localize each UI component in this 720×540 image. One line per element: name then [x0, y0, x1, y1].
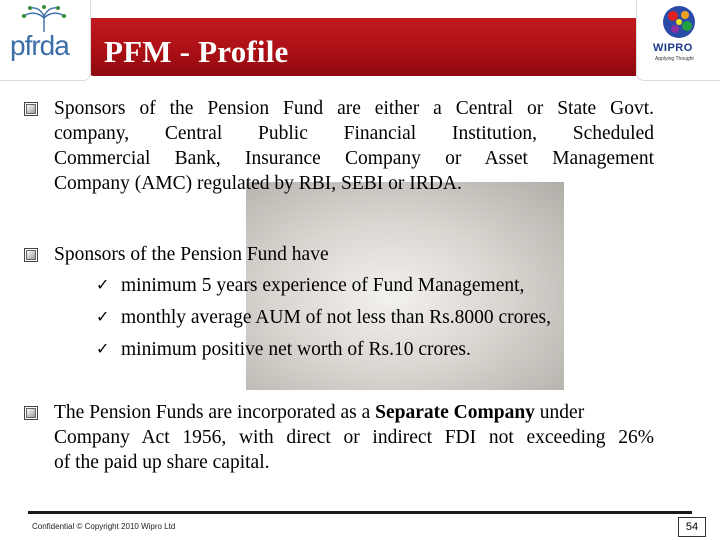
bullet-1-line-2: company, Central Public Financial Institution, Scheduled: [54, 123, 654, 144]
checkmark-icon: ✓: [96, 309, 110, 326]
checkmark-icon: ✓: [96, 277, 110, 294]
footer-confidential: Confidential © Copyright 2010 Wipro Ltd: [32, 522, 176, 531]
page-number: 54: [678, 517, 706, 537]
wipro-tagline: Applying Thought: [655, 56, 694, 62]
wipro-logo-text: WIPRO: [653, 42, 693, 54]
bullet-3-line-1-pre: The Pension Funds are incorporated as a: [54, 402, 376, 423]
bullet-2-subitem-2: monthly average AUM of not less than Rs.8000 crores,: [121, 307, 552, 328]
footer-divider: [28, 511, 692, 514]
bullet-2-intro: Sponsors of the Pension Fund have: [54, 244, 329, 265]
pfrda-logo-text: pfrda: [10, 30, 69, 61]
checkmark-icon: ✓: [96, 341, 110, 358]
bullet-1-line-3: Commercial Bank, Insurance Company or Asset Management: [54, 148, 654, 169]
bullet-1-text: [54, 96, 654, 196]
bullet-3-line-1-post: under: [534, 402, 585, 423]
square-bullet-icon: [24, 248, 38, 262]
bullet-3-line-3: of the paid up share capital.: [54, 452, 270, 473]
sunflower-icon: [659, 2, 699, 42]
square-bullet-icon: [24, 102, 38, 116]
bullet-1-line-4: Company (AMC) regulated by RBI, SEBI or IRDA.: [54, 173, 462, 194]
bullet-3-line-1: [54, 400, 654, 425]
pfrda-logo: [0, 0, 91, 81]
square-bullet-icon: [24, 406, 38, 420]
wipro-logo: [636, 0, 720, 81]
bullet-2-subitem-1: minimum 5 years experience of Fund Management,: [121, 275, 525, 296]
bullet-3-line-2: Company Act 1956, with direct or indirect FDI not exceeding 26%: [54, 427, 654, 448]
bullet-1-line-1: Sponsors of the Pension Fund are either a Central or State Govt.: [54, 98, 654, 119]
bullet-3-bold: Separate Company: [375, 402, 535, 423]
slide-title: PFM - Profile: [104, 34, 289, 69]
bullet-3-text: [54, 400, 654, 475]
bullet-2-subitem-3: minimum positive net worth of Rs.10 crores.: [121, 339, 471, 360]
